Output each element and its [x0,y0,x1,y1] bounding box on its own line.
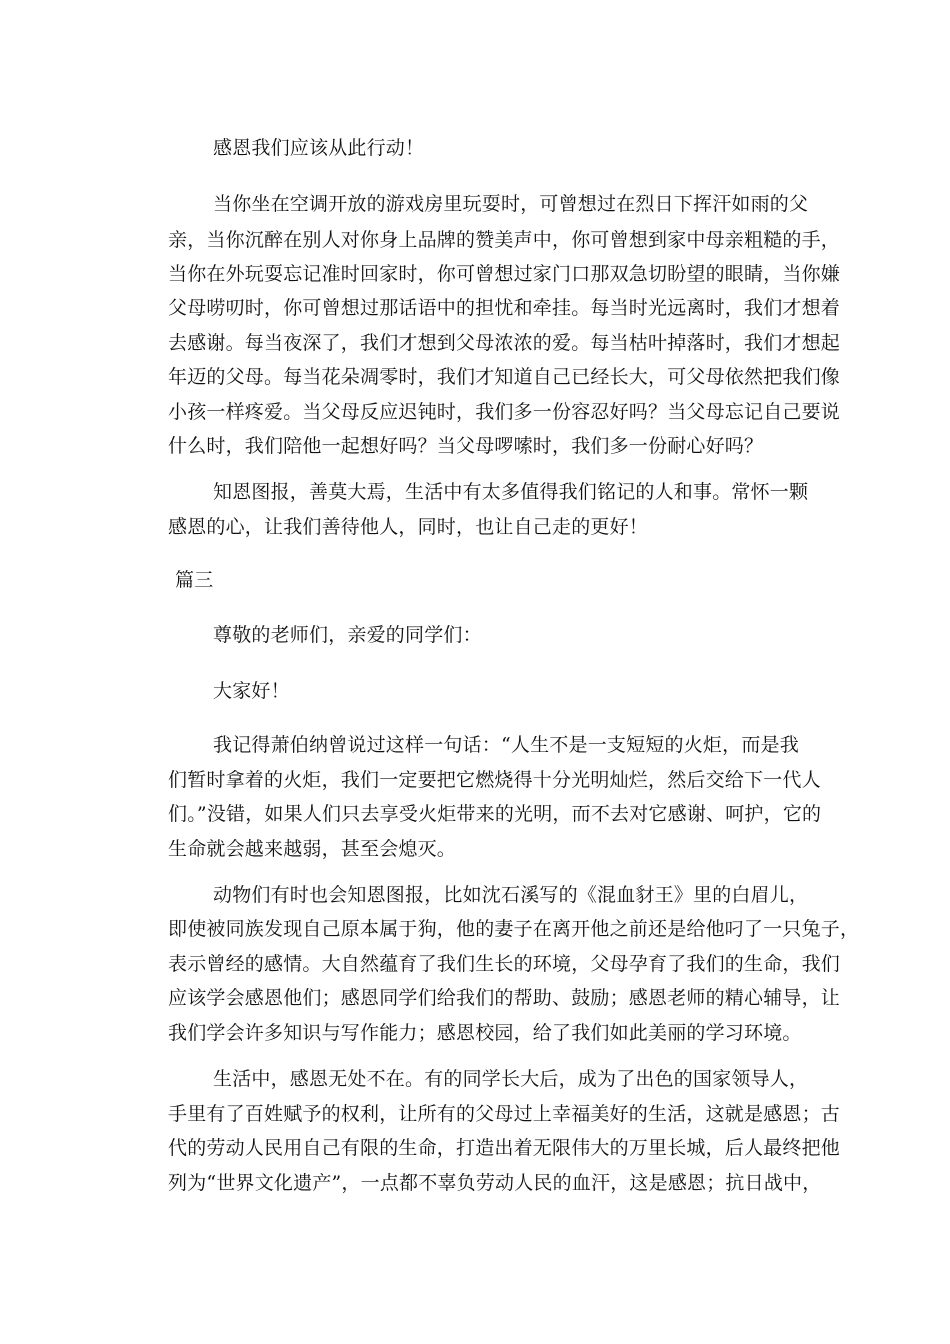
paragraph-line: 当你在外玩耍忘记准时回家时，你可曾想过家门口那双急切盼望的眼睛，当你嫌 [168,263,841,285]
paragraph-line: 年迈的父母。每当花朵凋零时，我们才知道自己已经长大，可父母依然把我们像 [168,366,841,388]
paragraph-line: 亲，当你沉醉在别人对你身上品牌的赞美声中，你可曾想到家中母亲粗糙的手， [168,229,841,251]
paragraph-line: 知恩图报，善莫大焉，生活中有太多值得我们铭记的人和事。常怀一颗 [213,481,809,503]
paragraph-line: 表示曾经的感情。大自然蕴育了我们生长的环境，父母孕育了我们的生命，我们 [168,953,841,975]
paragraph-line: 动物们有时也会知恩图报，比如沈石溪写的《混血豺王》里的白眉儿， [213,884,809,906]
paragraph-line: 感恩的心，让我们善待他人，同时，也让自己走的更好！ [168,516,649,538]
greeting: 尊敬的老师们，亲爱的同学们： [213,624,482,646]
paragraph-line: 什么时，我们陪他一起想好吗？当父母啰嗦时，我们多一份耐心好吗？ [168,435,764,457]
paragraph-line: 父母唠叨时，你可曾想过那话语中的担忧和牵挂。每当时光远离时，我们才想着 [168,297,841,319]
paragraph-line: 小孩一样疼爱。当父母反应迟钝时，我们多一份容忍好吗？当父母忘记自己要说 [168,401,841,423]
section-title: 篇三 [175,569,214,591]
paragraph-line: 当你坐在空调开放的游戏房里玩耍时，可曾想过在烈日下挥汗如雨的父 [213,193,809,215]
paragraph-line: 们。”没错，如果人们只去享受火炬带来的光明，而不去对它感谢、呵护，它的 [168,803,822,825]
paragraph-line: 生活中，感恩无处不在。有的同学长大后，成为了出色的国家领导人， [213,1068,809,1090]
paragraph-line: 我们学会许多知识与写作能力；感恩校园，给了我们如此美丽的学习环境。 [168,1022,802,1044]
paragraph-line: 即使被同族发现自己原本属于狗，他的妻子在离开他之前还是给他叼了一只兔子， [168,918,860,940]
paragraph-line: 生命就会越来越弱，甚至会熄灭。 [168,838,457,860]
paragraph-line: 手里有了百姓赋予的权利，让所有的父母过上幸福美好的生活，这就是感恩；古 [168,1103,841,1125]
paragraph-line: 感恩我们应该从此行动！ [213,137,425,159]
salutation: 大家好！ [213,680,290,702]
paragraph-line: 们暂时拿着的火炬，我们一定要把它燃烧得十分光明灿烂，然后交给下一代人 [168,769,821,791]
paragraph-line: 代的劳动人民用自己有限的生命，打造出着无限伟大的万里长城，后人最终把他 [168,1137,841,1159]
paragraph-line: 应该学会感恩他们；感恩同学们给我们的帮助、鼓励；感恩老师的精心辅导，让 [168,987,841,1009]
paragraph-line: 我记得萧伯纳曾说过这样一句话：“人生不是一支短短的火炬，而是我 [213,734,799,756]
paragraph-line: 去感谢。每当夜深了，我们才想到父母浓浓的爱。每当枯叶掉落时，我们才想起 [168,332,841,354]
paragraph-line: 列为“世界文化遗产”，一点都不辜负劳动人民的血汗，这是感恩；抗日战中， [168,1172,822,1194]
